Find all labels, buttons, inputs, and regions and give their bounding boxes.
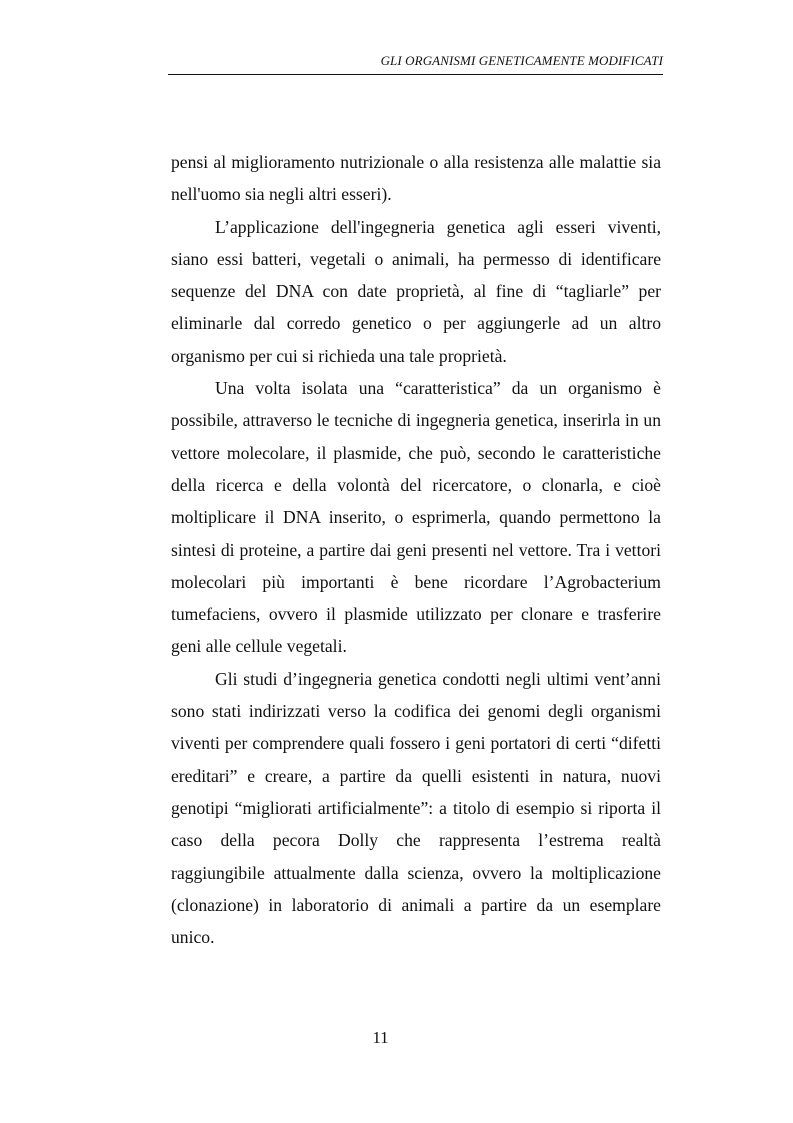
- running-header: GLI ORGANISMI GENETICAMENTE MODIFICATI: [380, 53, 663, 68]
- page-number: 11: [372, 1028, 389, 1047]
- paragraph: Una volta isolata una “caratteristica” da un organismo è possibile, attraverso le tecniche di ingegneria genetica, inserirla in un vettore molecolare, il plasmide, che può, secondo le caratteristiche della ricerca e della volontà del ricercatore, o clonarla, e cioè moltiplicare il DNA inserito, o esprimerla, quando permettono la sintesi di proteine, a partire dai geni presenti nel vettore. Tra i vettori molecolari più importanti è bene ricordare l’Agrobacterium tumefaciens, ovvero il plasmide utilizzato per clonare e trasferire geni alle cellule vegetali.: [171, 378, 661, 657]
- paragraph: Gli studi d’ingegneria genetica condotti negli ultimi vent’anni sono stati indirizzati verso la codifica dei genomi degli organismi viventi per comprendere quali fossero i geni portatori di certi “difetti ereditari” e creare, a partire da quelli esistenti in natura, nuovi genotipi “migliorati artificialmente”: a titolo di esempio si riporta il caso della pecora Dolly che rappresenta l’estrema realtà raggiungibile attualmente dalla scienza, ovvero la moltiplicazione (clonazione) in laboratorio di animali a partire da un esemplare unico.: [171, 668, 661, 948]
- paragraph: L’applicazione dell'ingegneria genetica agli esseri viventi, siano essi batteri, vegetali o animali, ha permesso di identificare sequenze del DNA con date proprietà, al fine di “tagliarle” per eliminarle dal corredo genetico o per aggiungerle ad un altro organismo per cui si richieda una tale proprietà.: [171, 216, 661, 366]
- body-text: [171, 146, 661, 953]
- header-rule: [168, 74, 663, 75]
- paragraph-continuation: pensi al miglioramento nutrizionale o alla resistenza alle malattie sia nell'uomo sia negli altri esseri).: [171, 152, 661, 205]
